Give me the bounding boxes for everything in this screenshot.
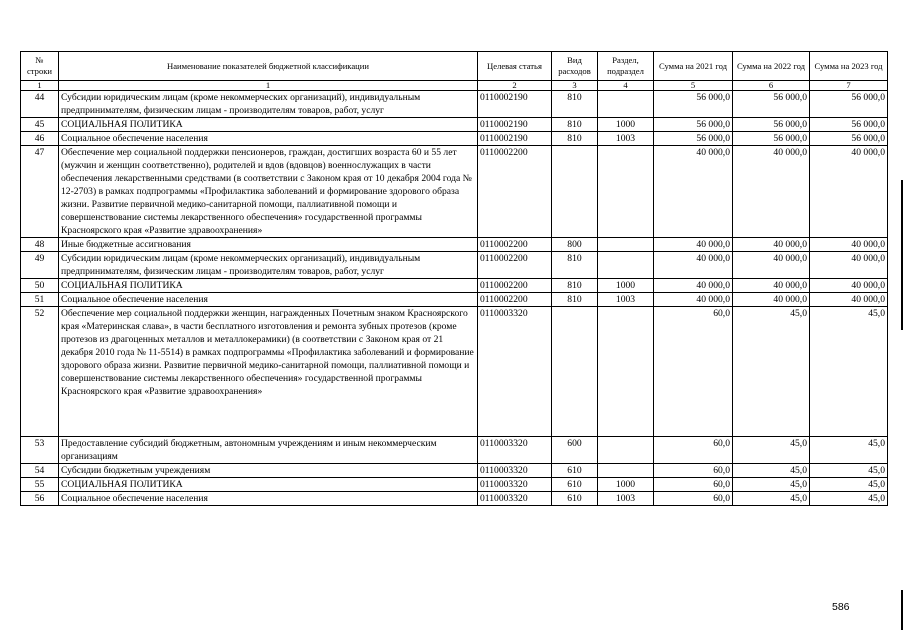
table-row [21, 307, 888, 437]
header-name: Наименование показателей бюджетной классификации [59, 52, 478, 81]
indicator-name: СОЦИАЛЬНАЯ ПОЛИТИКА [59, 478, 478, 492]
column-number: 1 [59, 81, 478, 91]
indicator-name: СОЦИАЛЬНАЯ ПОЛИТИКА [59, 279, 478, 293]
column-number: 3 [552, 81, 598, 91]
section-code: 1000 [598, 279, 654, 293]
sum-2022: 40 000,0 [733, 146, 810, 238]
expense-kind: 810 [552, 293, 598, 307]
sum-2021: 40 000,0 [654, 279, 733, 293]
indicator-name: Социальное обеспечение населения [59, 132, 478, 146]
section-code [598, 252, 654, 279]
table-row [21, 437, 888, 464]
target-article: 0110003320 [478, 307, 552, 437]
section-code [598, 238, 654, 252]
column-number: 5 [654, 81, 733, 91]
expense-kind [552, 307, 598, 437]
expense-kind: 810 [552, 91, 598, 118]
scan-edge-mark [901, 590, 903, 630]
section-code: 1003 [598, 492, 654, 506]
row-number: 51 [21, 293, 59, 307]
section-code [598, 437, 654, 464]
expense-kind: 600 [552, 437, 598, 464]
sum-2022: 40 000,0 [733, 293, 810, 307]
sum-2021: 40 000,0 [654, 252, 733, 279]
sum-2022: 56 000,0 [733, 118, 810, 132]
table-row [21, 252, 888, 279]
column-number: 2 [478, 81, 552, 91]
target-article: 0110003320 [478, 492, 552, 506]
table-row [21, 91, 888, 118]
column-number: 6 [733, 81, 810, 91]
sum-2021: 60,0 [654, 464, 733, 478]
sum-2022: 45,0 [733, 307, 810, 437]
row-number: 54 [21, 464, 59, 478]
target-article: 0110002190 [478, 118, 552, 132]
target-article: 0110003320 [478, 464, 552, 478]
sum-2022: 45,0 [733, 478, 810, 492]
budget-table [20, 51, 888, 506]
row-number: 48 [21, 238, 59, 252]
column-number: 1 [21, 81, 59, 91]
sum-2023: 40 000,0 [810, 293, 888, 307]
header-row-no: № строки [21, 52, 59, 81]
column-number: 4 [598, 81, 654, 91]
indicator-name: Субсидии бюджетным учреждениям [59, 464, 478, 478]
row-number: 52 [21, 307, 59, 437]
sum-2023: 56 000,0 [810, 118, 888, 132]
sum-2022: 45,0 [733, 437, 810, 464]
sum-2021: 60,0 [654, 307, 733, 437]
row-number: 45 [21, 118, 59, 132]
row-number: 50 [21, 279, 59, 293]
indicator-name: Субсидии юридическим лицам (кроме некоммерческих организаций), индивидуальным предпринимателям, физическим лицам - производителям товаров, работ, услуг [59, 91, 478, 118]
section-code [598, 307, 654, 437]
sum-2022: 45,0 [733, 464, 810, 478]
header-sum-2021: Сумма на 2021 год [654, 52, 733, 81]
indicator-name: Обеспечение мер социальной поддержки пенсионеров, граждан, достигших возраста 60 и 55 лет (мужчин и женщин соответственно), родителей и вдов (вдовцов) военнослужащих в части обеспечения лекарственными средствами (в соответствии с Законом края от 10 декабря 2004 года № 12-2703) в рамках подпрограммы «Профилактика заболеваний и формирование здорового образа жизни. Развитие первичной медико-санитарной помощи, паллиативной помощи и совершенствование системы лекарственного обеспечения» государственной программы Красноярского края «Развитие здравоохранения» [59, 146, 478, 238]
row-number: 46 [21, 132, 59, 146]
row-number: 56 [21, 492, 59, 506]
indicator-name: Субсидии юридическим лицам (кроме некоммерческих организаций), индивидуальным предпринимателям, физическим лицам - производителям товаров, работ, услуг [59, 252, 478, 279]
header-kind: Вид расходов [552, 52, 598, 81]
sum-2023: 56 000,0 [810, 91, 888, 118]
target-article: 0110002200 [478, 238, 552, 252]
sum-2023: 45,0 [810, 478, 888, 492]
sum-2023: 45,0 [810, 492, 888, 506]
sum-2023: 40 000,0 [810, 252, 888, 279]
expense-kind: 810 [552, 252, 598, 279]
table-row [21, 293, 888, 307]
header-sum-2022: Сумма на 2022 год [733, 52, 810, 81]
section-code: 1003 [598, 293, 654, 307]
sum-2021: 40 000,0 [654, 293, 733, 307]
expense-kind [552, 146, 598, 238]
sum-2023: 56 000,0 [810, 132, 888, 146]
header-row [21, 52, 888, 81]
header-sum-2023: Сумма на 2023 год [810, 52, 888, 81]
section-code [598, 146, 654, 238]
target-article: 0110002190 [478, 91, 552, 118]
table-row [21, 132, 888, 146]
sum-2021: 56 000,0 [654, 132, 733, 146]
page-number: 586 [832, 601, 850, 613]
target-article: 0110002200 [478, 146, 552, 238]
row-number: 47 [21, 146, 59, 238]
table-row [21, 464, 888, 478]
sum-2023: 45,0 [810, 464, 888, 478]
target-article: 0110002200 [478, 252, 552, 279]
row-number: 44 [21, 91, 59, 118]
target-article: 0110002190 [478, 132, 552, 146]
row-number: 49 [21, 252, 59, 279]
section-code: 1003 [598, 132, 654, 146]
section-code [598, 91, 654, 118]
target-article: 0110002200 [478, 293, 552, 307]
row-number: 55 [21, 478, 59, 492]
sum-2021: 60,0 [654, 478, 733, 492]
sum-2021: 56 000,0 [654, 118, 733, 132]
section-code: 1000 [598, 478, 654, 492]
column-number: 7 [810, 81, 888, 91]
sum-2022: 40 000,0 [733, 279, 810, 293]
sum-2021: 60,0 [654, 492, 733, 506]
sum-2022: 40 000,0 [733, 252, 810, 279]
table-row [21, 146, 888, 238]
expense-kind: 810 [552, 279, 598, 293]
sum-2022: 56 000,0 [733, 132, 810, 146]
sum-2022: 40 000,0 [733, 238, 810, 252]
indicator-name: Обеспечение мер социальной поддержки женщин, награжденных Почетным знаком Красноярского края «Материнская слава», в части бесплатного изготовления и ремонта зубных протезов (кроме протезов из драгоценных металлов и металлокерамики) (в соответствии с Законом края от 21 декабря 2010 года № 11-5514) в рамках подпрограммы «Профилактика заболеваний и формирование здорового образа жизни. Развитие первичной медико-санитарной помощи, паллиативной помощи и совершенствование системы лекарственного обеспечения» государственной программы Красноярского края «Развитие здравоохранения» [59, 307, 478, 437]
expense-kind: 810 [552, 132, 598, 146]
table-row [21, 478, 888, 492]
indicator-name: Социальное обеспечение населения [59, 492, 478, 506]
target-article: 0110002200 [478, 279, 552, 293]
sum-2023: 40 000,0 [810, 146, 888, 238]
scan-edge-mark [901, 180, 903, 330]
target-article: 0110003320 [478, 437, 552, 464]
table-row [21, 492, 888, 506]
indicator-name: Социальное обеспечение населения [59, 293, 478, 307]
header-section: Раздел, подраздел [598, 52, 654, 81]
sum-2021: 40 000,0 [654, 238, 733, 252]
expense-kind: 810 [552, 118, 598, 132]
sum-2022: 45,0 [733, 492, 810, 506]
indicator-name: СОЦИАЛЬНАЯ ПОЛИТИКА [59, 118, 478, 132]
expense-kind: 800 [552, 238, 598, 252]
header-target: Целевая статья [478, 52, 552, 81]
sum-2021: 40 000,0 [654, 146, 733, 238]
column-number-row [21, 81, 888, 91]
table-row [21, 279, 888, 293]
sum-2021: 60,0 [654, 437, 733, 464]
expense-kind: 610 [552, 464, 598, 478]
table-row [21, 118, 888, 132]
expense-kind: 610 [552, 478, 598, 492]
sum-2023: 40 000,0 [810, 238, 888, 252]
target-article: 0110003320 [478, 478, 552, 492]
sum-2023: 40 000,0 [810, 279, 888, 293]
section-code [598, 464, 654, 478]
row-number: 53 [21, 437, 59, 464]
indicator-name: Предоставление субсидий бюджетным, автономным учреждениям и иным некоммерческим организациям [59, 437, 478, 464]
indicator-name: Иные бюджетные ассигнования [59, 238, 478, 252]
table-row [21, 238, 888, 252]
expense-kind: 610 [552, 492, 598, 506]
sum-2022: 56 000,0 [733, 91, 810, 118]
sum-2021: 56 000,0 [654, 91, 733, 118]
section-code: 1000 [598, 118, 654, 132]
sum-2023: 45,0 [810, 437, 888, 464]
sum-2023: 45,0 [810, 307, 888, 437]
